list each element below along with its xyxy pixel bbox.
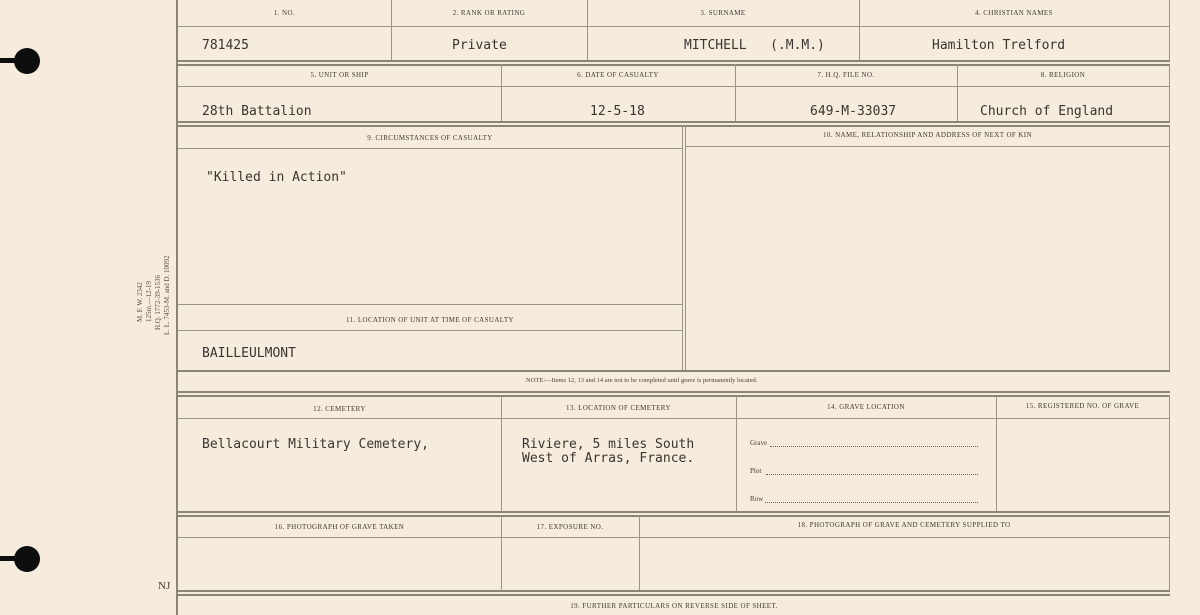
header-photograph-supplied: 18. PHOTOGRAPH OF GRAVE AND CEMETERY SUPPLIED TO	[797, 521, 1011, 529]
header-grave-location: 14. GRAVE LOCATION	[827, 403, 905, 411]
header-christian-names: 4. CHRISTIAN NAMES	[975, 9, 1053, 17]
r4-d2	[736, 395, 737, 511]
header-circumstances: 9. CIRCUMSTANCES OF CASUALTY	[367, 134, 493, 142]
row3-sub-left	[178, 148, 682, 149]
note-text: NOTE:—Items 12, 13 and 14 are not to be completed until grave is permanently located.	[526, 377, 758, 384]
value-date: 12-5-18	[590, 104, 645, 119]
header-cemetery-location: 13. LOCATION OF CEMETERY	[566, 404, 671, 412]
header-unit: 5. UNIT OR SHIP	[310, 71, 369, 79]
header-no: 1. NO.	[273, 9, 296, 17]
row4-top	[178, 395, 1170, 397]
row4-bottom	[178, 511, 1170, 513]
plot-dots	[766, 474, 978, 475]
r4-right	[1169, 395, 1170, 511]
row2-sub	[178, 86, 1170, 87]
grave-dots	[770, 446, 978, 447]
row1-sub	[178, 26, 1170, 27]
value-religion: Church of England	[980, 104, 1114, 119]
header-photograph-taken: 16. PHOTOGRAPH OF GRAVE TAKEN	[274, 523, 405, 531]
value-cemetery-location-2: West of Arras, France.	[522, 451, 695, 466]
r1-right	[1169, 0, 1170, 60]
label-plot: Plot	[750, 467, 762, 475]
punch-hole-top-tail	[0, 58, 20, 63]
value-cemetery-location-1: Riviere, 5 miles South	[522, 437, 695, 452]
header-location-unit: 11. LOCATION OF UNIT AT TIME OF CASUALTY	[346, 316, 514, 324]
side-print-1: M. F. W. 2342	[136, 282, 144, 322]
header-date: 6. DATE OF CASUALTY	[577, 71, 659, 79]
header-religion: 8. RELIGION	[1040, 71, 1086, 79]
r3-right	[1169, 125, 1170, 370]
value-location-unit: BAILLEULMONT	[202, 346, 296, 361]
value-unit: 28th Battalion	[202, 104, 312, 119]
r3-d1b	[685, 125, 686, 370]
side-print-4: L. L. 7453-M. and D. 10092	[163, 255, 171, 335]
punch-hole-bottom-tail	[0, 556, 20, 561]
side-print-3: H.Q. 1772-39-1536	[154, 274, 162, 330]
row5-sub	[178, 537, 1170, 538]
label-row: Row	[750, 495, 764, 503]
value-surname: MITCHELL (.M.M.)	[684, 38, 825, 53]
row4-sub	[178, 418, 1170, 419]
value-circumstances: "Killed in Action"	[206, 170, 347, 185]
note-bottom	[178, 391, 1170, 393]
value-file-no: 649-M-33037	[810, 104, 897, 119]
header-next-of-kin: 10. NAME, RELATIONSHIP AND ADDRESS OF NEXT OF KIN	[822, 131, 1032, 139]
row3-top	[178, 125, 1170, 127]
row6-top	[178, 594, 1170, 596]
corner-mark: NJ	[158, 580, 171, 592]
label-grave: Grave	[750, 439, 768, 447]
header-surname: 3. SURNAME	[700, 9, 746, 17]
r4-d1	[501, 395, 502, 511]
row-dots	[765, 502, 978, 503]
r5-right	[1169, 515, 1170, 590]
row2-top	[178, 64, 1170, 66]
note-top	[178, 370, 1170, 372]
r4-d3	[996, 395, 997, 511]
row3-sub-right	[686, 146, 1170, 147]
header-registered-no: 15. REGISTERED NO. OF GRAVE	[1025, 402, 1140, 410]
value-rank: Private	[452, 38, 507, 53]
r2-right	[1169, 64, 1170, 121]
header-file-no: 7. H.Q. FILE NO.	[817, 71, 875, 79]
header-further-particulars: 19. FURTHER PARTICULARS ON REVERSE SIDE OF SHEET.	[570, 602, 778, 610]
row2-bottom	[178, 121, 1170, 123]
header-rank: 2. RANK OR RATING	[452, 9, 526, 17]
row11-top	[178, 304, 682, 305]
header-exposure-no: 17. EXPOSURE NO.	[536, 523, 604, 531]
row5-top	[178, 515, 1170, 517]
row1-bottom	[178, 60, 1170, 62]
r3-d1	[682, 125, 683, 370]
side-print-2: 125m.—12-19	[145, 280, 153, 322]
value-number: 781425	[202, 38, 249, 53]
value-cemetery: Bellacourt Military Cemetery,	[202, 437, 429, 452]
row5-bottom	[178, 590, 1170, 592]
row11-sub	[178, 330, 682, 331]
header-cemetery: 12. CEMETERY	[313, 405, 366, 413]
value-christian-names: Hamilton Trelford	[932, 38, 1066, 53]
